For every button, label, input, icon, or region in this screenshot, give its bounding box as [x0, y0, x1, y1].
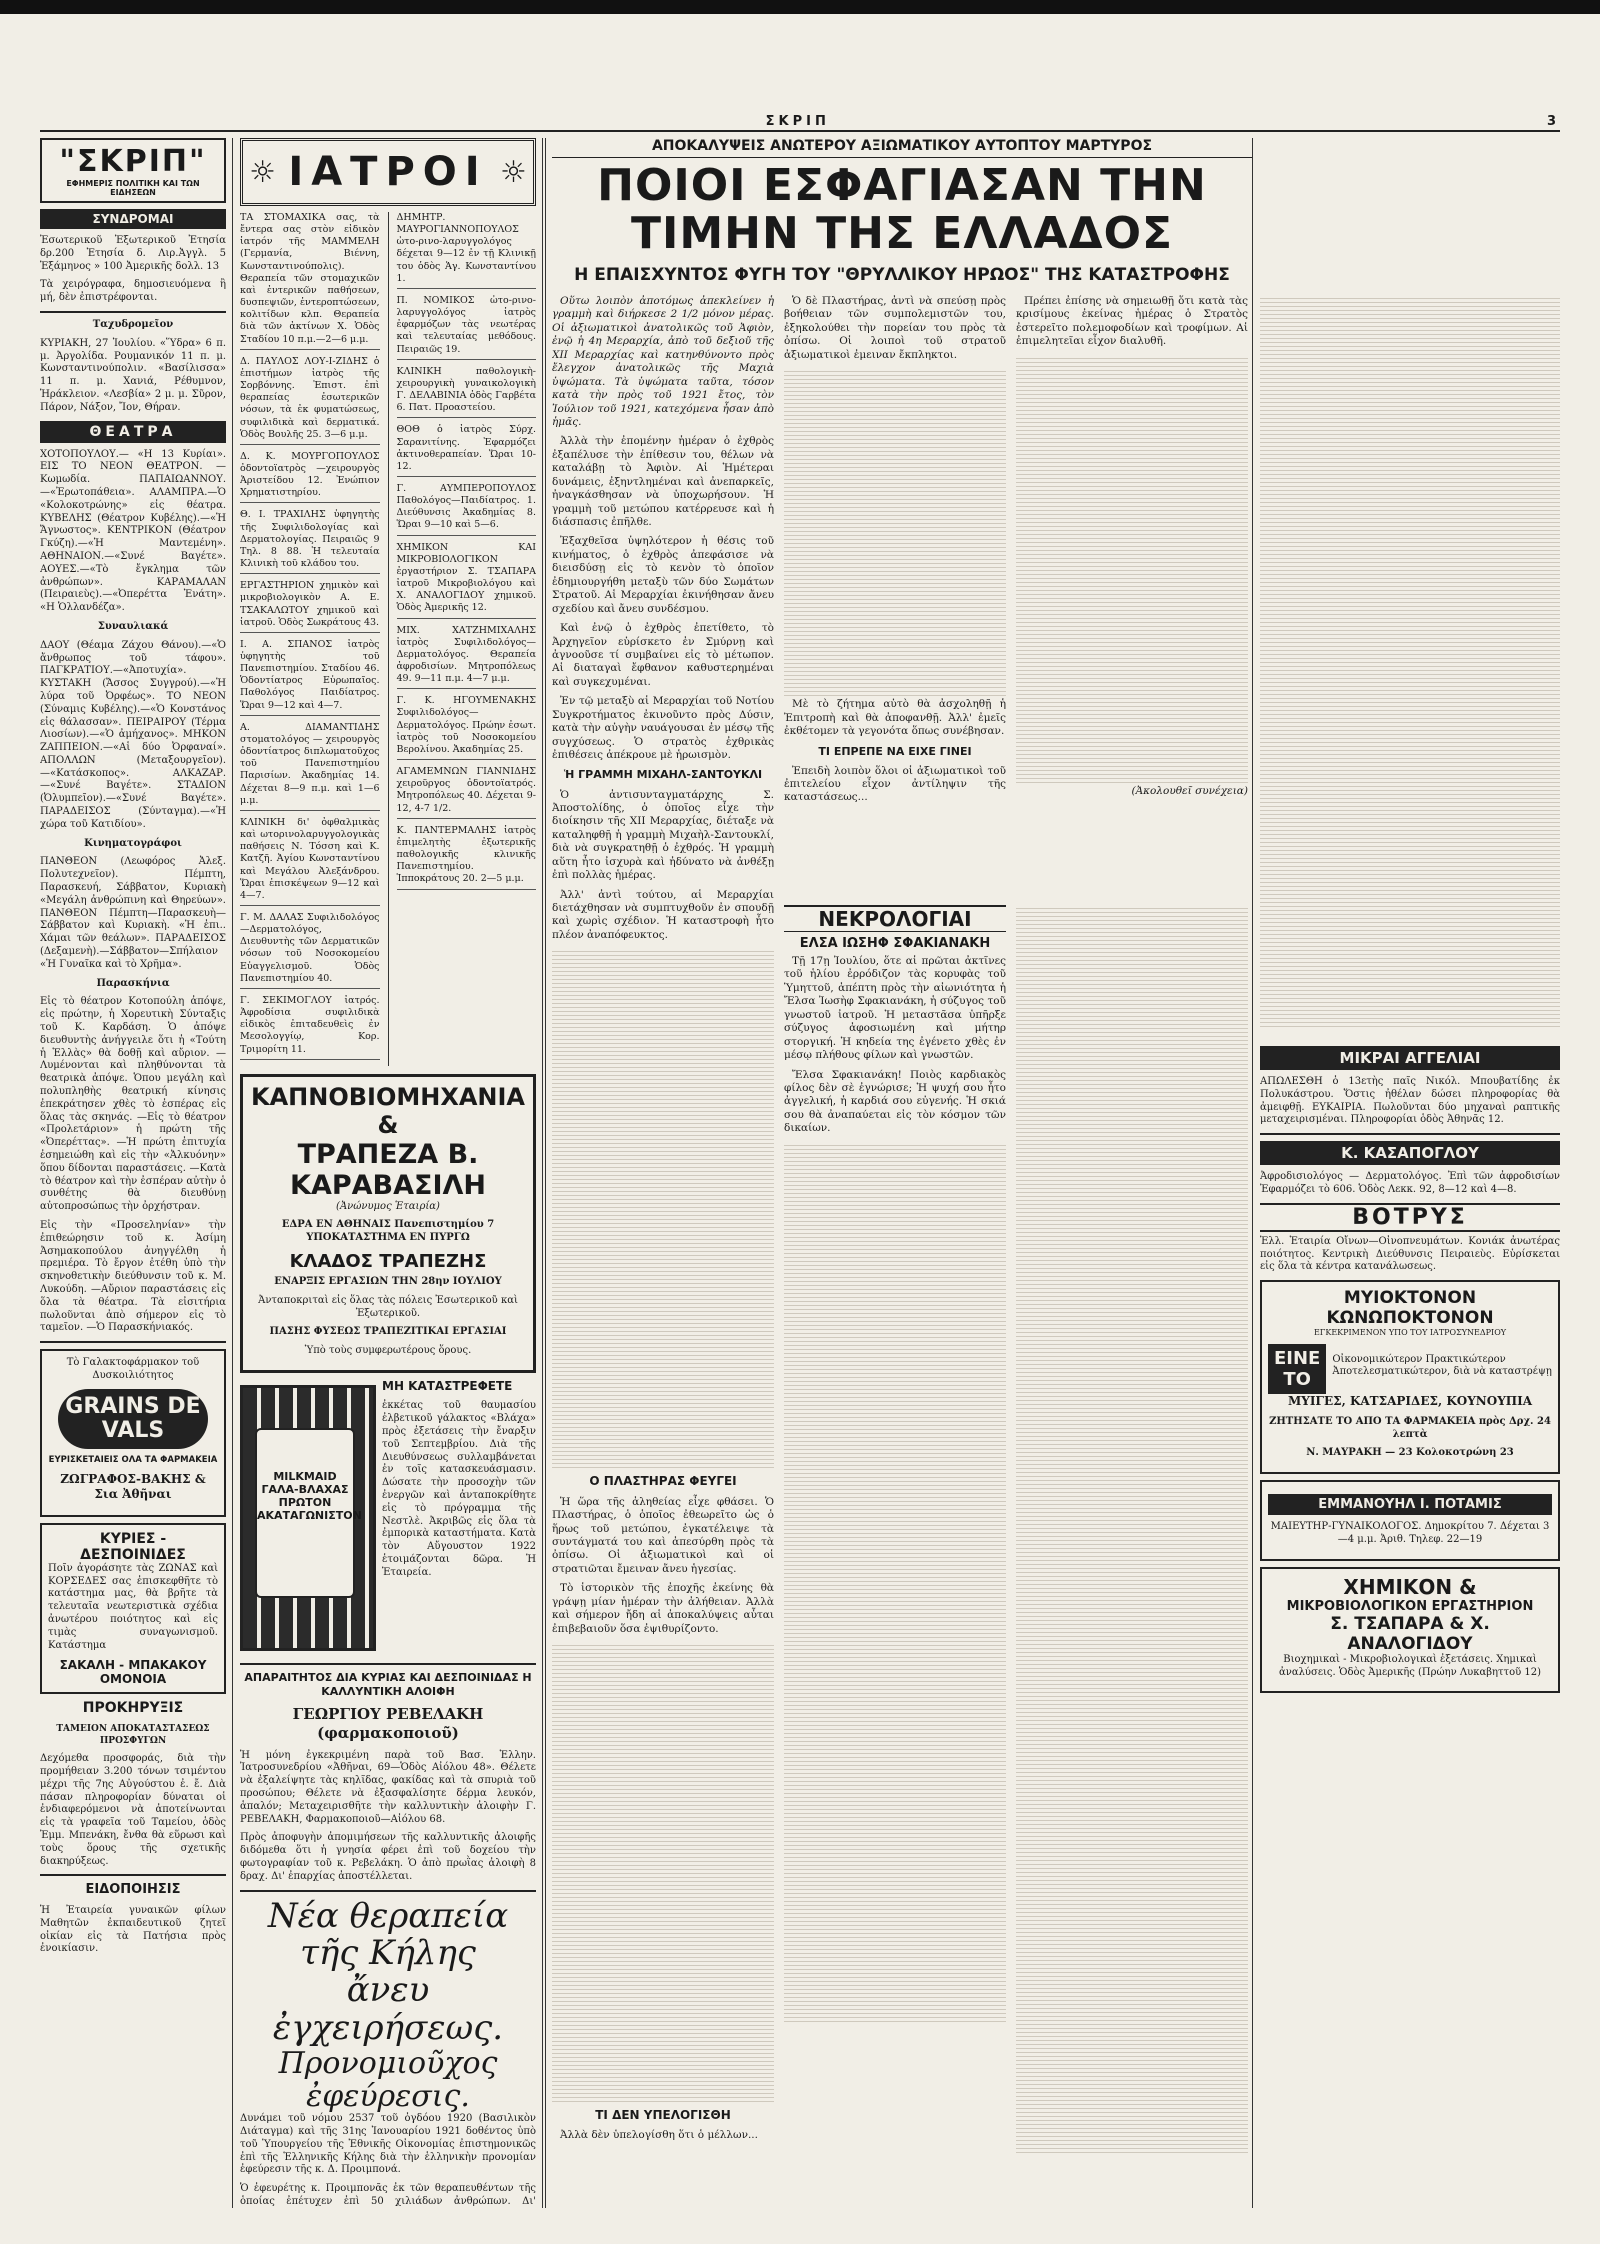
ointment-title: ΑΠΑΡΑΙΤΗΤΟΣ ΔΙΑ ΚΥΡΙΑΣ ΚΑΙ ΔΕΣΠΟΙΝΙΔΑΣ Η ΚΑΛΛΥΝΤΙΚΗ ΑΛΟΙΦΗ: [244, 1671, 532, 1699]
insecticide-title: ΜΥΙΟΚΤΟΝΟΝ ΚΩΝΩΠΟΚΤΟΝΟΝ: [1326, 1288, 1494, 1329]
story-continuation-text: [1260, 295, 1560, 1030]
proclamation-sub: ΤΑΜΕΙΟΝ ΑΠΟΚΑΤΑΣΤΑΣΕΩΣ ΠΡΟΣΦΥΓΩΝ: [56, 1724, 210, 1746]
hernia-text: Δυνάμει τοῦ νόμου 2537 τοῦ ὀγδόου 1920 (Βασιλικὸν Διάταγμα) καὶ τῆς 31ης Ἰανουαρίου 1921 δοθέντος ὑπὸ τοῦ Ὑπουργείου τῆς Ἐθνικῆς Οἰκονομίας ἐπιστημονικῶς ἐπὶ τῆς Ἑλληνικῆς Κήλης διὰ τὴν ἑλληνικὴν προνομίαν ἐφεύρεσιν τῆς κ. Δ. Προιμπονά.: [240, 2113, 536, 2176]
running-page-mark: [40, 114, 49, 129]
doctor-entry: ΚΛΙΝΙΚΗ δι' ὀφθαλμικὰς καὶ ωτορινολαρυγγολογικὰς παθήσεις Ν. Τόσση καὶ Κ. Κατζῆ. Ἀγίου Κωνσταντίνου καὶ Μεγάλου Ἀλεξάνδρου. Ὥραι ἐπισκέψεων 9—12 καὶ 4—7.: [240, 817, 380, 906]
midwife-ad: [1260, 1480, 1560, 1561]
karavasili-bank-ad: [240, 1074, 536, 1373]
column-rule: [542, 138, 543, 2208]
doctor-entry: Α. ΔΙΑΜΑΝΤΙΔΗΣ στοματολόγος — χειρουργὸς ὀδοντίατρος διπλωματοῦχος τοῦ Πανεπιστημίου Παρισίων. Ἀκαδημίας 14. Δέχεται 8—9 π.μ. καὶ 1—6 μ.μ.: [240, 722, 380, 811]
column-rule: [232, 138, 233, 2208]
classifieds-heading: ΜΙΚΡΑΙ ΑΓΓΕΛΙΑΙ: [1260, 1046, 1560, 1070]
ointment-text: Ἡ μόνη ἐγκεκριμένη παρὰ τοῦ Βασ. Ἑλλην. Ἰατροσυνεδρίου «Ἀθῆναι, 69—Ὁδὸς Αἰόλου 48». Θέλετε νὰ ἐξαλείψητε τὰς κηλῖδας, φακίδας καὶ τὰ σπυριὰ τοῦ προσώπου; Θέλετε νὰ ἐξασφαλίσητε δέρμα λευκόν, ἁπαλόν; Μεταχειρισθῆτε τὴν καλλυντικὴν ἀλοιφὴν Γ. ΡΕΒΕΛΑΚΗ, Φαρμακοποιοῦ—Αἰόλου 68.: [240, 1749, 536, 1825]
story-continuation-text: [784, 368, 1006, 698]
doctors-banner: [240, 138, 536, 206]
insecticide-buy: ΖΗΤΗΣΑΤΕ ΤΟ ΑΠΟ ΤΑ ΦΑΡΜΑΚΕΙΑ πρὸς Δρχ. 24 λεπτὰ: [1269, 1415, 1551, 1440]
obituary-text: Τῇ 17ῃ Ἰουλίου, ὅτε αἱ πρῶται ἀκτῖνες τοῦ ἡλίου ἐρρόδιζον τὰς κορυφὰς τοῦ Ὑμηττοῦ, ἀπέπτη πρὸς τὴν αἰωνιότητα ἡ Ἔλσα Ἰωσὴφ Σφακιανάκη, ἡ σύζυγος τοῦ γνωστοῦ ἰατροῦ. Ἡ μεταστᾶσα ὑπῆρξε σύζυγος ἀφοσιωμένη καὶ μήτηρ στοργική. Ἡ κηδεία της ἐγένετο χθὲς ἐν μέσῳ πλήθους φίλων καὶ γνωστῶν.: [784, 955, 1006, 1062]
milk-headline: ΜΗ ΚΑΤΑΣΤΡΕΦΕΤΕ: [382, 1379, 513, 1394]
main-story-header: [552, 138, 1252, 288]
story-lead: Οὕτω λοιπὸν ἀποτόμως ἀπεκλείνεν ἡ γραμμὴ καὶ διήρκεσε 2 1/2 μόνον μέρας. Οἱ ἀξιωματικοὶ ἀνατολικῶς τοῦ Ἀφιὸν, ἐνῷ ἡ 4η Μεραρχία, ἀπὸ τοῦ δεξιοῦ τῆς ΧΙΙ Μεραρχίας καὶ κατηνθύνοντο πρὸς ἔλεγχον ἀνατολικῶς τῆς Μαχιὰ ὑψώματα. Τὰ ὑψώματα ταῦτα, τόσον κατὰ τὴν πρὸς τοῦ 1921 ἔτος, τὸν Ἰούλιον τοῦ 1921, κατεχόμενα ἦσαν ἀπὸ ἡμᾶς.: [552, 295, 774, 428]
story-section-heading: ΤΙ ΔΕΝ ΥΠΕΛΟΓΙΣΘΗ: [595, 2108, 731, 2123]
story-body: Ὁ δὲ Πλαστήρας, ἀντὶ νὰ σπεύσῃ πρὸς βοήθειαν τῶν συμπολεμιστῶν του, ἐξηκολούθει τὴν πορείαν του πρὸς τὰ ὀπίσω. Οἱ λοιποὶ τοῦ στρατοῦ ἀξιωματικοὶ ἐμειναν ἔκπληκτοι.: [784, 295, 1006, 361]
insecticide-list: ΜΥΙΓΕΣ, ΚΑΤΣΑΡΙΔΕΣ, ΚΟΥΝΟΥΠΙΑ: [1287, 1394, 1533, 1409]
obituary-text-2: Ἔλσα Σφακιανάκη! Ποιὸς καρδιακὸς φίλος δὲν σὲ ἐγνώρισε; Ἡ ψυχή σου ἦτο ἀγγελική, ἡ καρδιά σου εὐγενής. Ἡ σκιά σου θὰ ἀναπαύεται εἰς τὸν κόσμον τῶν δικαίων.: [784, 1068, 1006, 1135]
ladies-text: Ποῖν ἀγοράσητε τὰς ΖΩΝΑΣ καὶ ΚΟΡΣΕΔΕΣ σας ἐπισκεφθῆτε τὸ κατάστημα μας, θὰ βρῆτε τὰ τελευταῖα νεωτεριστικὰ σχέδια ἀνωτέρου ποιότητος καὶ εἰς τιμὰς συναγωνισμοῦ. Κατάστημα: [48, 1562, 218, 1651]
bank-seat: ΕΔΡΑ ΕΝ ΑΘΗΝΑΙΣ Πανεπιστημίου 7 ΥΠΟΚΑΤΑΣΤΗΜΑ ΕΝ ΠΥΡΓΩ: [281, 1219, 495, 1244]
hernia-text-2: Ὁ ἐφευρέτης κ. Προιμπονᾶς ἐκ τῶν θεραπευθέντων τῆς ὁποίας ἐπέτυχεν ἐπὶ 50 χιλιάδων ἀνθρώπων. Δι': [240, 2183, 536, 2207]
doctor-entry: Π. ΝΟΜΙΚΟΣ ὠτο-ρινο-λαρυγγολόγος ἰατρὸς ἐφαρμόζων τὰς νεωτέρας καὶ τελευταίας μεθόδους. Πειραιῶς 19.: [397, 295, 537, 360]
running-masthead: [40, 112, 1560, 132]
lab-ad: [1260, 1567, 1560, 1694]
story-body: Ἐπειδὴ λοιπὸν ὅλοι οἱ ἀξιωματικοὶ τοῦ ἐπιτελείου εἶχον ἀντίληψιν τῆς καταστάσεως...: [784, 764, 1006, 804]
paper-subtitle: ΕΦΗΜΕΡΙΣ ΠΟΛΙΤΙΚΗ ΚΑΙ ΤΩΝ ΕΙΔΗΣΕΩΝ: [66, 179, 200, 197]
doctor-entry: ΑΓΑΜΕΜΝΩΝ ΓΙΑΝΝΙΔΗΣ χειροῦργος ὀδοντοϊατρός. Μητροπόλεως 40. Δέχεται 9-12, 4-7 1/2.: [397, 766, 537, 819]
hernia-cure-line-2: ἄνευ ἐγχειρήσεως.: [272, 1970, 504, 2048]
doctor-entry: ΤΑ ΣΤΟΜΑΧΙΚΑ σας, τὰ ἔντερα σας στὸν εἰδικὸν ἰατρόν τῆς ΜΑΜΜΕΛΗ (Γερμανία, Βιέννη, Κωνσταντινούπολις). Θεραπεία τῶν στομαχικῶν καὶ ἐντερικῶν παθήσεων, δυσπεψιῶν, ἐντεροπτώσεων, κολιτίδων κλπ. Θεραπεία διὰ τῶν ἀκτίνων Χ. Ὁδὸς Σταδίου 10 π.μ.—2—6 μ.μ.: [240, 212, 380, 350]
story-body: Ἀλλ' ἀντὶ τούτου, αἱ Μεραρχίαι διετάχθησαν νὰ συμπτυχθοῦν ἐν σπουδῇ καὶ χωρὶς σχέδιον. Ἡ καταστροφὴ ἦτο πλέον ἀναπόφευκτος.: [552, 888, 774, 941]
story-body: Καὶ ἐνῷ ὁ ἐχθρὸς ἐπετίθετο, τὸ Ἀρχηγεῖον εὑρίσκετο ἐν Σμύρνῃ καὶ ἀγνοοῦσε τί συμβαίνει εἰς τὸ μέτωπον. Αἱ διαταγαὶ ἔφθανον καθυστερημέναι καὶ συγκεχυμέναι.: [552, 622, 774, 688]
ladies-title: ΚΥΡΙΕΣ - ΔΕΣΠΟΙΝΙΔΕΣ: [80, 1530, 186, 1563]
theatres-heading: ΘΕΑΤΡΑ: [40, 421, 226, 443]
kasapoglou-heading: Κ. ΚΑΣΑΠΟΓΛΟΥ: [1260, 1141, 1560, 1165]
story-continuation-text: [552, 948, 774, 1468]
ladies-shop: ΣΑΚΑΛΗ - ΜΠΑΚΑΚΟΥ ΟΜΟΝΟΙΑ: [59, 1658, 207, 1687]
story-section-heading: Ἡ ΓΡΑΜΜΗ ΜΙΧΑΗΛ-ΣΑΝΤΟΥΚΛΙ: [563, 768, 763, 782]
milk-can-image: [240, 1385, 376, 1651]
grains-de-vals-ad: [40, 1349, 226, 1517]
hernia-cure-line-1: Νέα θεραπεία τῆς Κήλης: [267, 1895, 509, 1973]
story-body: Ἀλλὰ δὲν ὑπελογίσθη ὅτι ὁ μέλλων...: [560, 2129, 758, 2142]
milk-can-label: MILKMAID ΓΑΛΑ-ΒΛΑΧΑΣ ΠΡΩΤΟΝ ΑΚΑΤΑΓΩΝΙΣΤΟΝ: [255, 1428, 355, 1598]
story-section-heading: ΤΙ ΕΠΡΕΠΕ ΝΑ ΕΙΧΕ ΓΙΝΕΙ: [818, 744, 972, 758]
doctor-entry: ΔΗΜΗΤΡ. ΜΑΥΡΟΓΙΑΝΝΟΠΟΥΛΟΣ ὠτο-ρινο-λαρυγγολόγος δέχεται 9—12 ἐν τῇ Κλινικῇ του ὁδὸς Ἁγ. Κωνσταντίνου 1.: [397, 212, 537, 289]
backstage-text: Εἰς τὸ θέατρον Κοτοπούλη ἀπόψε, εἰς πρώτην, ἡ Χορευτικὴ Σύνταξις τοῦ Κ. Καρδάση. Ὁ ἀπόψε διευθυντὴς ἀνήγγειλε ὅτι ἡ «Τούτη ἡ Ἑλλὰς» θὰ δοθῇ καὶ αὔριον. —Λυμένονται καὶ πληθύνονται τὰ θεατρικὰ ἀπόψε. Ὁπου μεγάλη καὶ πολυπληθὴς θεατρική κίνησις ἐπεκράτησεν χθὲς τὸ ἑσπέρας εἰς ὅλας τὰς σκηνάς. —Εἰς τὸ θέατρον «Προλετάριον» ἡ πρώτη τῆς «Ὀπερέττας». —Ἡ πρώτη ἐπιτυχία ἐσημειώθη καὶ εἰς τὴν «Ἀλκυόνην» ὅπου δίδονται παραστάσεις. —Κατὰ τὸ θέατρον καὶ τὴν ἐσπέραν αὐτὴν ὁ συνθέτης θὰ διευθύνῃ αὐτοπροσώπως τὴν ὀρχήστραν.: [40, 996, 226, 1213]
bank-services: ΠΑΣΗΣ ΦΥΣΕΩΣ ΤΡΑΠΕΖΙΤΙΚΑΙ ΕΡΓΑΣΙΑΙ: [269, 1326, 507, 1338]
cinemas-text: ΠΑΝΘΕΟΝ (Λεωφόρος Ἀλεξ. Πολυτεχνεῖον). Πέμπτη, Παρασκευή, Σάββατον, Κυριακὴ «Μεγάλη ἀνθρώπινη καὶ Θηρεύων». ΠΑΝΘΕΟΝ Πέμπτη—Παρασκευὴ—Σάββατον καὶ Κυριακὴ. «Ἡ ἐπι.. Χάμαι τῶν θεάλων». ΠΑΡΑΔΕΙΣΟΣ (Δεξαμενὴ).—Σάββατον—Σπήλαιον «Ἡ Γυναῖκα καὶ τὸ Χρῆμα».: [40, 856, 226, 970]
column-left: [40, 138, 226, 2208]
story-continuation-text: [784, 1142, 1006, 2022]
obituary-name: ΕΛΣΑ ΙΩΣΗΦ ΣΦΑΚΙΑΝΑΚΗ: [799, 936, 991, 951]
proclamation-title: ΠΡΟΚΗΡΥΞΙΣ: [82, 1700, 184, 1717]
notices-title: ΕΙΔΟΠΟΙΗΣΙΣ: [85, 1882, 181, 1898]
doctor-entry: Γ. Μ. ΔΑΛΑΣ Συφιλιδολόγος—Δερματολόγος, Διευθυντὴς τῶν Δερματικῶν νόσων τοῦ Νοσοκομείου Εὐαγγελισμοῦ. Ὁδὸς Πανεπιστημίου 40.: [240, 912, 380, 989]
story-body: Ἀλλὰ τὴν ἐπομένην ἡμέραν ὁ ἐχθρὸς ἐξαπέλυσε τὴν ἐπίθεσιν του, θέλων νὰ καταλάβῃ τὸ Ἀφιὸν. Αἱ Ἡμέτεραι δυνάμεις, ἐξηντλημέναι καὶ ἀνεπαρκεῖς, ἠναγκάσθησαν νὰ ὑποχωρήσουν. Ἡ γραμμὴ τοῦ μετώπου κατέρρευσε καὶ ἡ διάσπασις ἐπῆλθε.: [552, 435, 774, 528]
sun-ornament-icon: ☼: [249, 154, 277, 190]
paper-nameplate: [40, 138, 226, 203]
ointment-maker: ΓΕΩΡΓΙΟΥ ΡΕΒΕΛΑΚΗ (φαρμακοποιοῦ): [292, 1705, 484, 1743]
hernia-cure-line-3: Προνομιοῦχος ἐφεύρεσις.: [278, 2046, 498, 2115]
backstage-text-2: Εἰς τὴν «Προσεληνίαν» τὴν ἐπιθεώρησιν τοῦ κ. Ἀσίμη Ἀσημακοπούλου ἀνηγγέλθη ἡ πρεμιέρα. Τὸ ἔργον ἐτέθη ὑπὸ τὴν σκηνοθετικὴν διεύθυνσιν τοῦ κ. Μ. Λυκούδη. —Αὔριον παραστάσεις εἰς ὅλα τὰ θέατρα. Τὰ εἰσιτήρια πωλοῦνται ἀπὸ σήμερον εἰς τὸ ταμεῖον. —Ὁ Παρασκήνιακός.: [40, 1219, 226, 1334]
story-headline: ΠΟΙΟΙ ΕΣΦΑΓΙΑΣΑΝ ΤΗΝ ΤΙΜΗΝ ΤΗΣ ΕΛΛΑΔΟΣ: [597, 160, 1207, 260]
bank-start: ΕΝΑΡΞΙΣ ΕΡΓΑΣΙΩΝ ΤΗΝ 28ην ΙΟΥΛΙΟΥ: [274, 1276, 502, 1288]
insecticide-sub: ΕΓΚΕΚΡΙΜΕΝΟΝ ΥΠΟ ΤΟΥ ΙΑΤΡΟΣΥΝΕΔΡΙΟΥ: [1313, 1328, 1507, 1338]
doctor-entry: ΕΡΓΑΣΤΗΡΙΟΝ χημικὸν καὶ μικροβιολογικὸν Α. Ε. ΤΣΑΚΑΛΩΤΟΥ χημικοῦ καὶ ἰατροῦ. Ὁδὸς Σωκράτους 43.: [240, 580, 380, 633]
doctor-entry: Δ. Κ. ΜΟΥΡΓΟΠΟΥΛΟΣ ὀδοντοϊατρὸς —χειρουργὸς Ἀριστείδου 12. Ἐνώπιον Χρηματιστηρίου.: [240, 451, 380, 504]
story-body: Πρέπει ἐπίσης νὰ σημειωθῇ ὅτι κατὰ τὰς κρισίμους ἐκείνας ἡμέρας ὁ Στρατὸς ἐστερεῖτο πολεμοφοδίων καὶ τροφίμων. Αἱ ἐπιμελητεῖαι εἶχον διαλυθῆ.: [1016, 295, 1248, 348]
doctors-listing-col-a: [240, 212, 380, 1066]
bank-correspondents: Ἀνταποκριταὶ εἰς ὅλας τὰς πόλεις Ἐσωτερικοῦ καὶ Ἐξωτερικοῦ.: [258, 1294, 518, 1319]
cinemas-heading: Κινηματογράφοι: [84, 837, 182, 849]
botrys-heading: ΒΟΤΡΥΣ: [1260, 1203, 1560, 1232]
story-body: Μὲ τὸ ζήτημα αὐτὸ θὰ ἀσχοληθῇ ἡ Ἐπιτροπὴ καὶ θὰ ἀποφανθῇ. Ἀλλ' ἐμεῖς ἐκθέτομεν τὰ γεγονότα ὅπως συνέβησαν.: [784, 698, 1006, 738]
doctors-listing: [240, 212, 536, 1066]
subscriptions-rates: Ἐσωτερικοῦ Ἐξωτερικοῦ Ἐτησία δρ.200 Ἐτησία δ. Λιρ.Ἀγγλ. 5 Ἑξάμηνος » 100 Ἀμερικῆς δολλ. 13: [40, 235, 226, 272]
milk-text: ἐκκέτας τοῦ θαυμασίου ἐλβετικοῦ γάλακτος «Βλάχα» πρὸς ἐξετάσεις τὴν ἔναρξιν τοῦ Σεπτεμβρίου. Διὰ τῆς Διευθύνσεως συλλαμβάνεται ἐν τοῖς κατασκευάσμασιν. Δώσατε τὴν προσοχὴν τῶν ἐνεργῶν καὶ ἀνταποκρίθητε εἰς τὸ πρόγραμμα τῆς Νεστλὲ. Ἀκριβῶς εἰς ὅλα τὰ ἐμπορικὰ καταστήματα. Κατὰ τὸν Αὔγουστον 1922 ἑτοιμάζονται δῶρα. Ἡ Ἑταιρεία.: [382, 1400, 536, 1578]
grains-sub: ΕΥΡΙΣΚΕΤΑΙΕΙΣ ΟΛΑ ΤΑ ΦΑΡΜΑΚΕΙΑ: [48, 1455, 218, 1466]
doctor-entry: Θ. Ι. ΤΡΑΧΙΛΗΣ ὑφηγητὴς τῆς Συφιλιδολογίας καὶ Δερματολογίας. Πειραιῶς 9 Τηλ. 8 88. Ἡ τελευταία Κλινικὴ τοῦ κλάδου του.: [240, 509, 380, 574]
doctor-entry: Ι. Α. ΣΠΑΝΟΣ ἰατρὸς ὑφηγητὴς τοῦ Πανεπιστημίου. Σταδίου 46. Ὁδοντίατρος Εὐρωπαῖος. Παθολόγος Παιδίατρος. Ὥραι 9—12 καὶ 4—7.: [240, 639, 380, 716]
sun-ornament-icon: ☼: [499, 154, 527, 190]
grains-address: ΖΩΓΡΑΦΟΣ-ΒΑΚΗΣ & Σια Ἀθῆναι: [60, 1472, 206, 1502]
lab-title-1: ΧΗΜΙΚΟΝ &: [1343, 1574, 1477, 1599]
column-doctors-ads: [240, 138, 536, 2208]
doctors-title: ΙΑΤΡΟΙ: [288, 149, 488, 195]
notices-text: Ἡ Ἐταιρεία γυναικῶν φίλων Μαθητῶν ἐκπαιδευτικοῦ ζητεῖ οἰκίαν εἰς τὰ Πατήσια πρὸς ἐνοικίασιν.: [40, 1905, 226, 1955]
doctor-entry: ΜΙΧ. ΧΑΤΖΗΜΙΧΑΛΗΣ ἰατρὸς Συφιλιδολόγος—Δερματολόγος. Θεραπεία ἀφροδισίων. Μητροπόλεως 49. 9—11 π.μ. 4—7 μ.μ.: [397, 625, 537, 690]
backstage-heading: Παρασκήνια: [96, 977, 170, 989]
story-body: Ἐξαχθεῖσα ὑψηλότερον ἡ θέσις τοῦ κινήματος, ὁ ἐχθρὸς ἀπεφάσισε νὰ διεισδύσῃ εἰς τὸ κενὸν τὸ ὁποῖον ἐδημιουργήθη μεταξὺ τῶν δύο Σωμάτων Στρατοῦ. Αἱ Μεραρχίαι ἐκινήθησαν ἄνευ σχεδίου καὶ ἄνευ συνδέσμου.: [552, 535, 774, 615]
obituaries-heading: ΝΕΚΡΟΛΟΓΙΑΙ: [784, 905, 1006, 932]
concerts-heading: Συναυλιακά: [97, 620, 169, 632]
subscriptions-note: Τὰ χειρόγραφα, δημοσιευόμενα ἢ μή, δὲν ἐπιστρέφονται.: [40, 279, 226, 304]
bank-terms: Ὑπὸ τοὺς συμφερωτέρους ὅρους.: [304, 1345, 472, 1357]
milkmaid-ad: [240, 1379, 536, 1657]
doctor-entry: Γ. ΑΥΜΠΕΡΟΠΟΥΛΟΣ Παθολόγος—Παιδίατρος. 1. Διεύθυνσις Ἀκαδημίας 8. Ὥραι 9—10 καὶ 5—6.: [397, 483, 537, 536]
story-body: Τὸ ἱστορικὸν τῆς ἐποχῆς ἐκείνης θὰ γράψῃ μίαν ἡμέραν τὴν ἀλήθειαν. Ἀλλὰ καὶ σήμερον ἤδη αἱ ἀποκαλύψεις αὗται ἐπιβεβαιοῦν ὅσα ἐψιθυρίζοντο.: [552, 1582, 774, 1635]
theatres-text: ΧΟΤΟΠΟΥΛΟΥ.— «Η 13 Κυρίαι». ΕΙΣ ΤΟ ΝΕΟΝ ΘΕΑΤΡΟΝ. —Κωμωδία. ΠΑΠΑΙΩΑΝΝΟΥ.—«Ἐρωτοπάθεια». ΑΛΑΜΠΡΑ.—Ὁ «Κολοκοτρώνης» εἰς θέατρα. ΚΥΒΕΛΗΣ (Θέατρον Κυβέλης).—«Ἡ Ἄγνωστος». ΚΕΝΤΡΙΚΟΝ (Θέατρον Γκύζη).—«Ἡ Μαντεμένη». ΑΘΗΝΑΙΟΝ.—«Συνέ Βαγέτε». ΑΟΥΕΣ.—«Τὸ ἔγκλημα τῶν ἀνθρώπων». ΚΑΡΑΜΑΛΑΝ (Πειραιεὺς).—«Ὀπερέττα Ἐνάτη». «Η Ὁλλανδέζα».: [40, 448, 226, 614]
story-continuation-text: [1016, 355, 1248, 785]
doctors-listing-col-b: [397, 212, 537, 1066]
column-right-ads: [1260, 1040, 1560, 2205]
ointment-note: Πρὸς ἀποφυγὴν ἀπομιμήσεων τῆς καλλυντικῆς ἀλοιφῆς διδόμεθα ὅτι ἡ γνησία φέρει ἐπὶ τοῦ δοχείου τὴν φωτογραφίαν τοῦ κ. Ρεβελάκη. Ὁ ἀπὸ πρωῒας ἀλοιφὴ 8 δραχ. Δι' ἐπαρχίας ἀποστέλλεται.: [240, 1832, 536, 1882]
column-lower-middle: [784, 905, 1248, 2205]
midwife-text: ΜΑΙΕΥΤΗΡ-ΓΥΝΑΙΚΟΛΟΓΟΣ. Δημοκρίτου 7. Δέχεται 3—4 μ.μ. Ἀριθ. Τηλεφ. 22—19: [1270, 1521, 1550, 1545]
lab-text: Βιοχημικαὶ - Μικροβιολογικαὶ ἐξετάσεις. Χημικαὶ ἀναλύσεις. Ὁδὸς Ἀμερικῆς (Πρώην Λυκαβηττοῦ 12): [1279, 1653, 1541, 1678]
bank-subtitle: (Ἀνώνυμος Ἑταιρία): [336, 1200, 440, 1212]
column-story-2: [784, 295, 1006, 895]
story-continuation-text: [552, 1642, 774, 2102]
story-subhead-1: Η ΕΠΑΙΣΧΥΝΤΟΣ ΦΥΓΗ ΤΟΥ "ΘΡΥΛΛΙΚΟΥ ΗΡΩΟΣ" ΤΗΣ ΚΑΤΑΣΤΡΟΦΗΣ: [574, 264, 1230, 285]
column-story-1: [552, 295, 774, 2205]
schedule-heading: Ταχυδρομεῖον: [92, 318, 174, 330]
midwife-name: ΕΜΜΑΝΟΥΗΛ Ι. ΠΟΤΑΜΙΣ: [1268, 1494, 1552, 1515]
doctor-entry: ΘΟΘ ὁ ἰατρὸς Σύρχ. Σαρανιτίνης. Ἐφαρμόζει ἀκτινοθεραπείαν. Ὥραι 10-12.: [397, 424, 537, 477]
botrys-text: Ἑλλ. Ἑταιρία Οἴνων—Οἰνοπνευμάτων. Κονιάκ ἀνωτέρας ποιότητος. Κεντρικὴ Διεύθυνσις Πειραιεὺς. Εὑρίσκεται εἰς ὅλα τὰ κέντρα κατανάλωσεως.: [1260, 1235, 1560, 1273]
classifieds-text: ΑΠΩΛΕΣΘΗ ὁ 13ετὴς παῖς Νικόλ. Μπουβατίδης ἐκ Πολυκάστρου. Ὅστις ἠθέλαν δώσει πληροφορίας θὰ ἀμειφθῇ. ΕΥΚΑΙΡΙΑ. Πωλοῦνται δύο μηχαναὶ ραπτικῆς μεταχειρισμέναι. Πληροφορίαι ὁδὸς Ἀθηνᾶς 12.: [1260, 1076, 1560, 1126]
concerts-text: ΔΑΟΥ (Θέαμα Ζάχου Θάνου).—«Ὁ ἄνθρωπος τοῦ τάφου». ΠΑΓΚΡΑΤΙΟΥ.—«Ἀποτυχία». ΚΥΣΤΑΚΗ (Ἄσσος Συγγρού).—«Ἡ λύρα τοῦ Ὀρφέως». ΤΟ ΝΕΟΝ (Σύναμις Κυβέλης).—«Ὁ Κονστάνος εἰς θάλασσαν». ΠΕΙΡΑΙΡΟΥ (Τέρμα Λιοσίων).—«Ὁ ἀμήχανος». ΜΗΚΟΝ ΖΑΠΠΕΙΟΝ.—«Αἱ δύο Ὀρφαναί». ΑΠΟΛΛΩΝ (Μεταξουργεῖον).—«Κατάσκοπος». ΑΛΚΑΖΑΡ.—«Συνέ Βαγέτε». ΣΤΑΔΙΟΝ (Ὀλυμπεῖον).—«Συνέ Βαγέτε». ΠΑΡΑΔΕΙΣΟΣ (Σύνταγμα).—«Ἡ χώρα τοῦ Κατιδίου».: [40, 639, 226, 830]
story-body: Ἐν τῷ μεταξὺ αἱ Μεραρχίαι τοῦ Νοτίου Συγκροτήματος ἐκινοῦντο πρὸς Δύσιν, κατὰ τὴν αὐγὴν ναυάγουσαι ἐν μέσῳ τῆς συγχύσεως. Ὁ στρατὸς ἐχθρικὰς ἐπιθέσεις ἀπέκρουε μὲ ἡρωισμὸν.: [552, 695, 774, 761]
story-section-heading: Ο ΠΛΑΣΤΗΡΑΣ ΦΕΥΓΕΙ: [589, 1474, 737, 1489]
insecticide-address: Ν. ΜΑΥΡΑΚΗ — 23 Κολοκοτρώνη 23: [1306, 1447, 1514, 1459]
story-body: Ἡ ὥρα τῆς ἀληθείας εἶχε φθάσει. Ὁ Πλαστήρας, ὁ ὁποῖος ἐθεωρεῖτο ὡς ὁ ἥρως τοῦ μετώπου, ἐγκατέλειψε τὰ συντάγματά του καὶ ἀπεσύρθη πρὸς τὰ ὀπίσω. Οἱ ἀξιωματικοὶ καὶ οἱ στρατιῶται ἔμειναν ἄνευ ἡγεσίας.: [552, 1495, 774, 1575]
column-rule: [1252, 138, 1253, 2208]
insecticide-text: Οἰκονομικώτερον Πρακτικώτερον Ἀποτελεσματικώτερον, διὰ νὰ καταστρέψῃ: [1332, 1353, 1552, 1378]
doctor-entry: ΚΛΙΝΙΚΗ παθολογικὴ-χειρουργικὴ γυναικολογικὴ Γ. ΔΕΛΑΒΙΝΙΑ ὁδὸς Γαρβέτα 6. Πατ. Προαστείου.: [397, 366, 537, 419]
proclamation-text: Δεχόμεθα προσφοράς, διὰ τὴν προμήθειαν 3.200 τόνων τσιμέντου μέχρι τῆς 7ης Αὐγούστου ἐ. ἔ. Διὰ πάσαν πληροφορίαν δύναται οἱ ἐνδιαφερόμενοι νὰ ἀποτείνωνται εἰς τὰ γραφεῖα τοῦ Ταμείου, ὁδὸς Ἐμμ. Μπενάκη, ἔνθα θὰ εὕρωσι καὶ τοὺς ὅρους τῆς σχετικῆς διακηρύξεως.: [40, 1753, 226, 1867]
insecticide-brand: ΕΙΝΕ ΤΟ: [1268, 1344, 1326, 1394]
column-story-3: [1016, 295, 1248, 895]
kasapoglou-text: Ἀφροδισιολόγος — Δερματολόγος. Ἐπὶ τῶν ἀφροδισίων Ἐφαρμόζει τὸ 606. Ὁδὸς Λεκκ. 92, 8—12 καὶ 4—8.: [1260, 1171, 1560, 1195]
grains-logo: GRAINS DE VALS: [58, 1389, 208, 1449]
column-right-upper: [1260, 295, 1560, 1035]
story-body: Ὁ ἀντισυνταγματάρχης Σ. Ἀποστολίδης, ὁ ὁποῖος εἶχε τὴν διοίκησιν τῆς XII Μεραρχίας, διέταξε νὰ καταληφθῇ ἡ γραμμὴ Μιχαὴλ-Σαντουκλί, διὰ νὰ συγκρατηθῇ ὁ ἐχθρός. Ἡ γραμμὴ αὕτη ἦτο ἰσχυρὰ καὶ ἠδύνατο νὰ ἀνθέξῃ ἐπὶ πολλὰς ἡμέρας.: [552, 788, 774, 882]
story-continued-note: (Ἀκολουθεῖ συνέχεια): [1131, 784, 1248, 797]
story-continuation-text: [1016, 905, 1248, 2155]
paper-name: "ΣΚΡΙΠ": [59, 144, 207, 179]
lab-title-2: ΜΙΚΡΟΒΙΟΛΟΓΙΚΟΝ ΕΡΓΑΣΤΗΡΙΟΝ: [1286, 1598, 1534, 1614]
doctor-entry: Γ. Κ. ΗΓΟΥΜΕΝΑΚΗΣ Συφιλιδολόγος—Δερματολόγος. Πρώην ἐσωτ. ἰατρὸς τοῦ Νοσοκομείου Βερολίνου. Ἀκαδημίας 25.: [397, 695, 537, 760]
grains-intro: Τὸ Γαλακτοφάρμακον τοῦ Δυσκοιλιότητος: [66, 1357, 200, 1381]
doctor-entry: Δ. ΠΑΥΛΟΣ ΛΟΥ-Ι-ΖΙΔΗΣ ὁ ἐπιστήμων ἰατρὸς τῆς Σορβόννης. Ἐπιστ. ἐπὶ θεραπείας ἐσωτερικῶν νόσων, τὰ ἐκ φυματώσεως, συφιλιδικὰ καὶ δερματικά. Ὁδὸς Βουλῆς 25. 3—6 μ.μ.: [240, 356, 380, 445]
doctor-entry: Κ. ΠΑΝΤΕΡΜΑΛΗΣ ἰατρὸς ἐπιμελητὴς ἐξωτερικῆς παθολογικῆς κλινικῆς Πανεπιστημίου. Ἱπποκράτους 20. 2—5 μ.μ.: [397, 825, 537, 890]
doctor-entry: Γ. ΣΕΚΙΜΟΓΛΟΥ ἰατρός. Ἀφροδίσια συφιλιδικὰ εἰδικὸς ἐπιταδευθεὶς ἐν Μεσολογγίῳ, Κορ. Τριμορίτη 11.: [240, 995, 380, 1060]
bank-section: ΚΛΑΔΟΣ ΤΡΑΠΕΖΗΣ: [289, 1251, 487, 1273]
schedule-text: ΚΥΡΙΑΚΗ, 27 Ἰουλίου. «Ὕδρα» 6 π. μ. Ἀργολίδα. Ρουμανικόν 11 π. μ. Κωνσταντινούπολιν. «Βασίλισσα» 11 π. μ. Χανιά, Ρέθυμνον, Ἡράκλειον. «Λεσβία» 2 μ. μ. Σῦρον, Πάρον, Νάξον, Ἴον, Θήραν.: [40, 337, 226, 413]
top-black-bar: [0, 0, 1600, 14]
subscriptions-heading: ΣΥΝΔΡΟΜΑΙ: [40, 209, 226, 229]
bank-title-2: ΤΡΑΠΕΖΑ Β. ΚΑΡΑΒΑΣΙΛΗ: [290, 1138, 486, 1201]
lab-title-3: Σ. ΤΣΑΠΑΡΑ & Χ. ΑΝΑΛΟΓΙΔΟΥ: [1330, 1613, 1490, 1654]
story-kicker: ΑΠΟΚΑΛΥΨΕΙΣ ΑΝΩΤΕΡΟΥ ΑΞΙΩΜΑΤΙΚΟΥ ΑΥΤΟΠΤΟΥ ΜΑΡΤΥΡΟΣ: [552, 138, 1252, 158]
bank-title-1: ΚΑΠΝΟΒΙΟΜΗΧΑΝΙΑ &: [250, 1082, 525, 1139]
doctor-entry: ΧΗΜΙΚΟΝ ΚΑΙ ΜΙΚΡΟΒΙΟΛΟΓΙΚΟΝ ἐργαστήριον Σ. ΤΣΑΠΑΡΑ ἰατροῦ Μικροβιολόγου καὶ Χ. ΑΝΑΛΟΓΙΔΟΥ χημικοῦ. Ὁδὸς Ἀμερικῆς 12.: [397, 542, 537, 619]
page-number: 3: [1546, 113, 1560, 129]
ladies-corsets-ad: [40, 1523, 226, 1695]
insecticide-ad: [1260, 1280, 1560, 1474]
running-title: ΣΚΡΙΠ: [765, 113, 830, 129]
column-rule: [545, 138, 546, 2208]
